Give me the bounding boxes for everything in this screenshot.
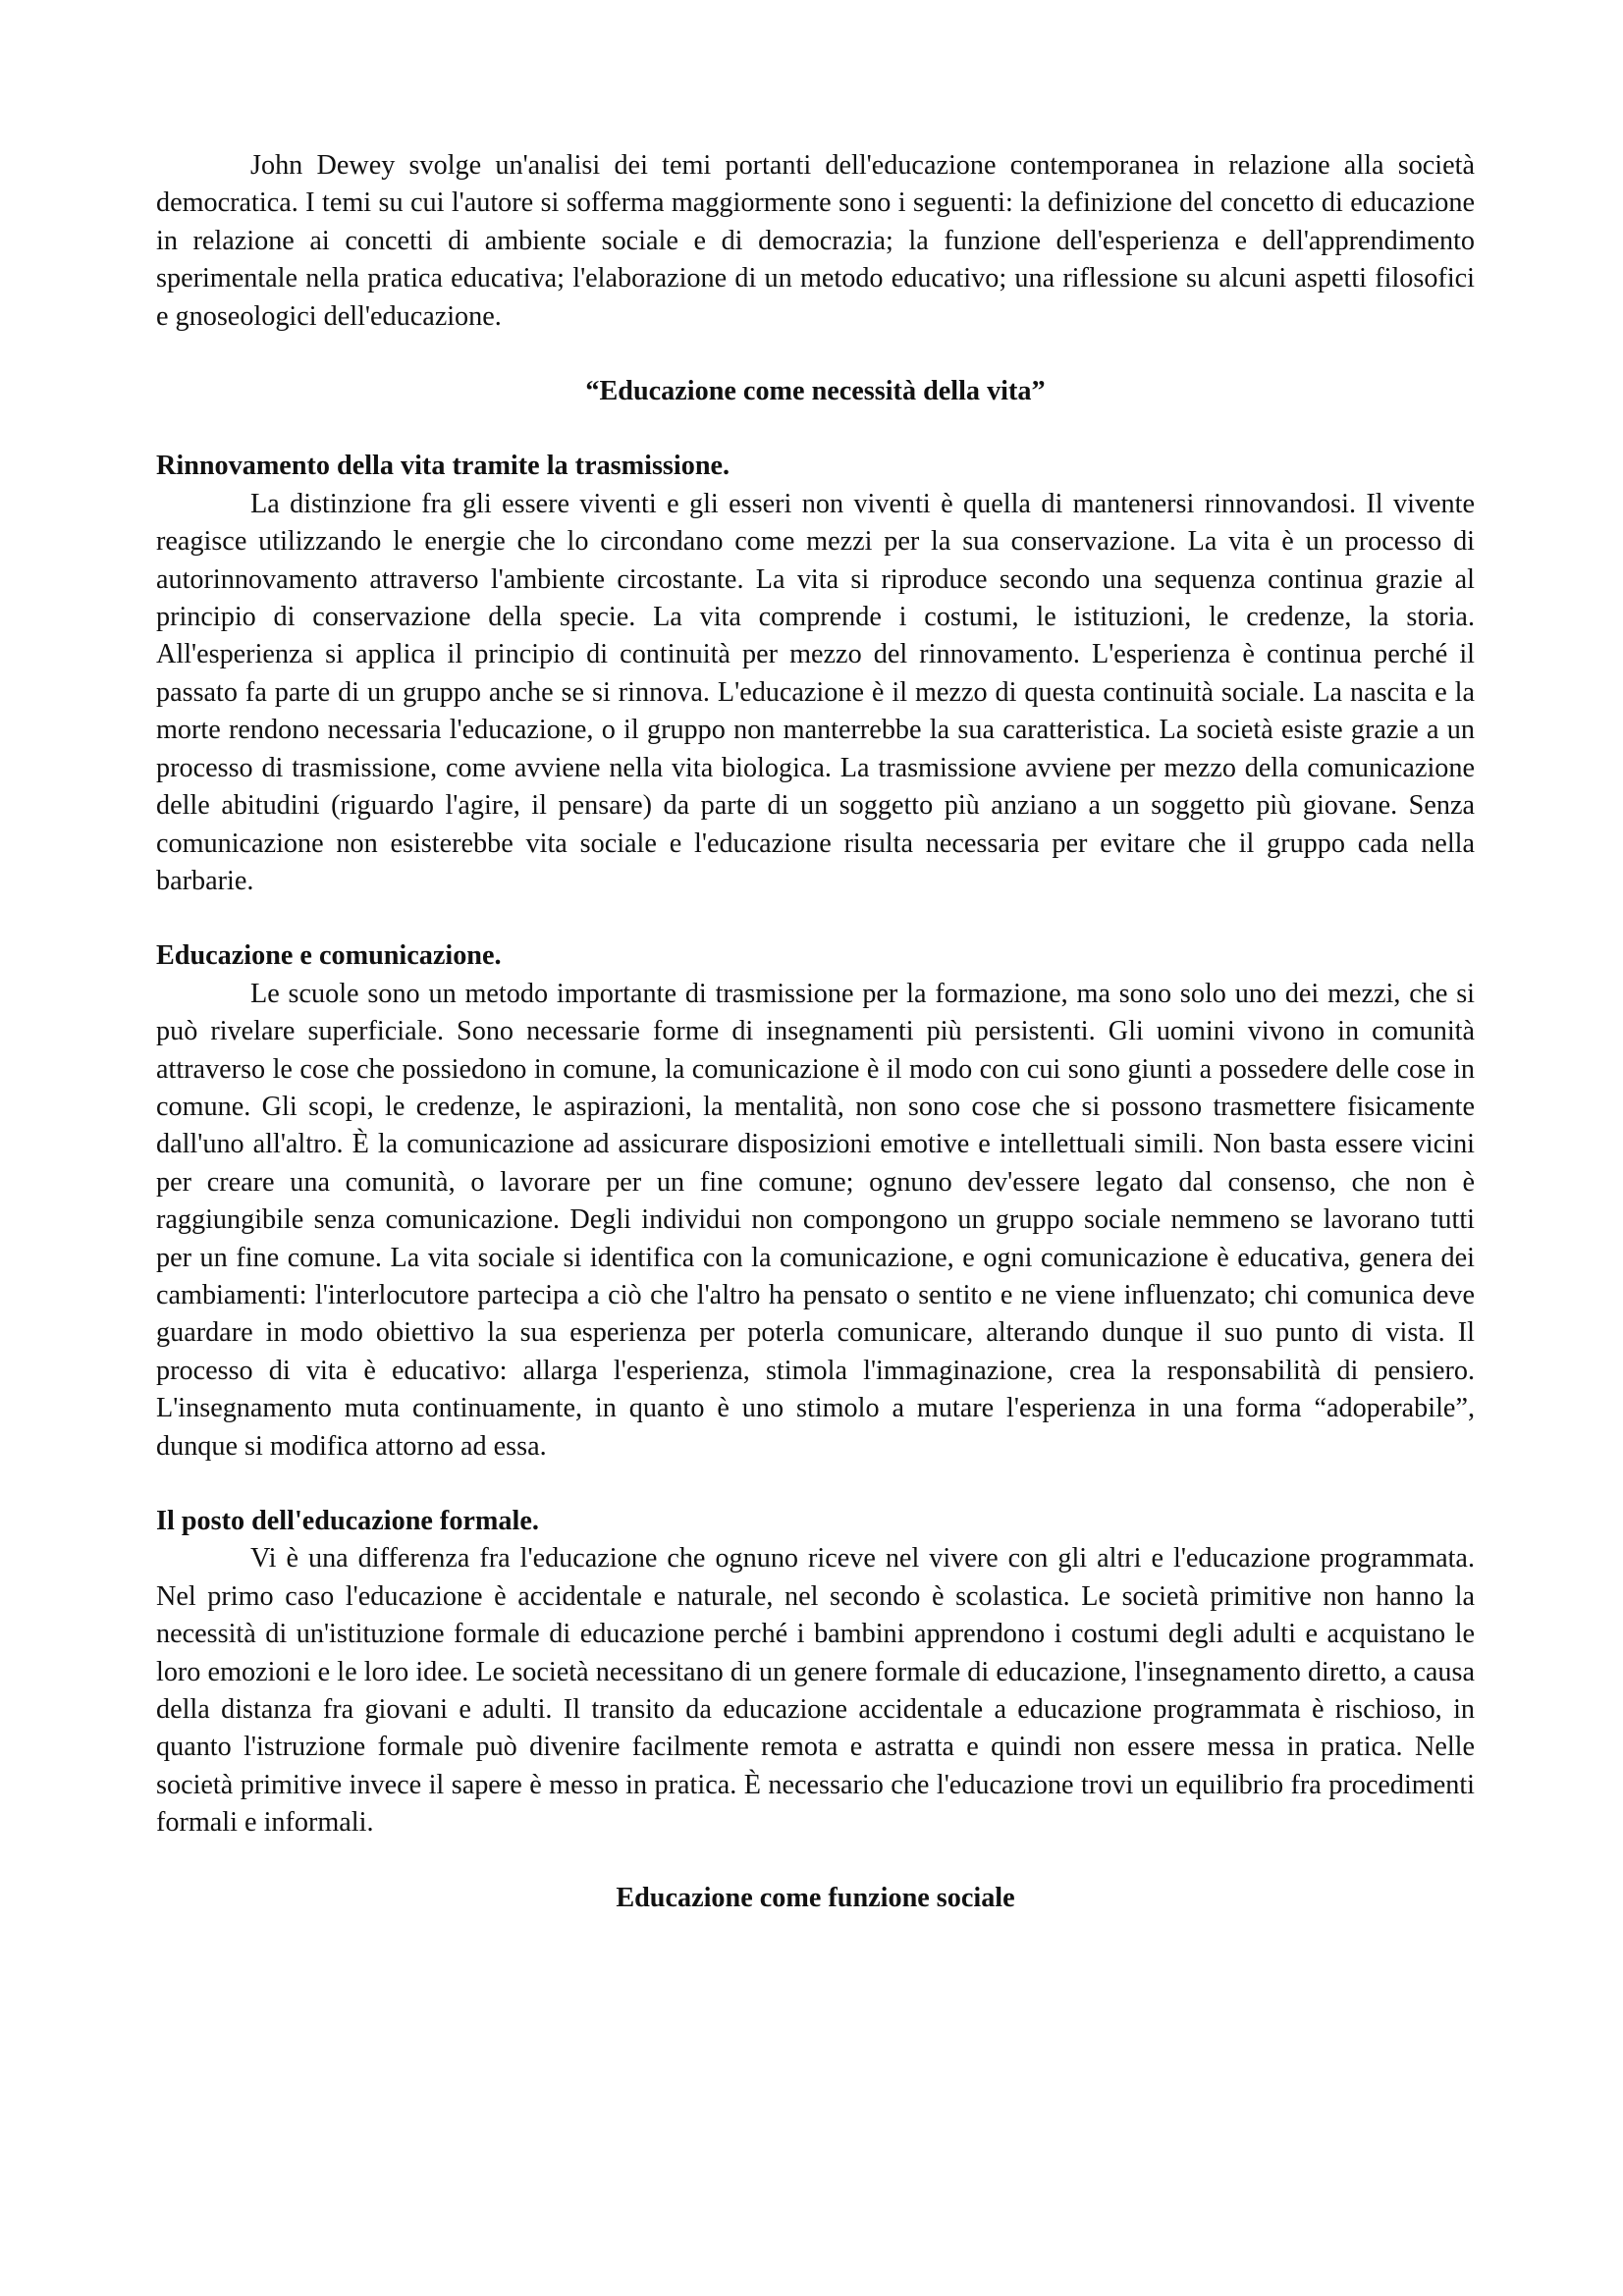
section-body-rinnovamento: La distinzione fra gli essere viventi e gli esseri non viventi è quella di mantenersi rinnovandosi. Il vivente reagisce utilizzando le energie che lo circondano come mezzi per la sua conservazione. La vita è un processo di autorinnovamento attraverso l'ambiente circostante. La vita si riproduce secondo una sequenza continua grazie al principio di conservazione della specie. La vita comprende i costumi, le istituzioni, le credenze, la storia. All'esperienza si applica il principio di continuità per mezzo del rinnovamento. L'esperienza è continua perché il passato fa parte di un gruppo anche se si rinnova. L'educazione è il mezzo di questa continuità sociale. La nascita e la morte rendono necessaria l'educazione, o il gruppo non manterrebbe la sua caratteristica. La società esiste grazie a un processo di trasmissione, come avviene nella vita biologica. La trasmissione avviene per mezzo della comunicazione delle abitudini (riguardo l'agire, il pensare) da parte di un soggetto più anziano a un soggetto più giovane. Senza comunicazione non esisterebbe vita sociale e l'educazione risulta necessaria per evitare che il gruppo cada nella barbarie. (156, 488, 1475, 896)
section-body-educazione-formale: Vi è una differenza fra l'educazione che ognuno riceve nel vivere con gli altri e l'educazione programmata. Nel primo caso l'educazione è accidentale e naturale, nel secondo è scolastica. Le società primitive non hanno la necessità di un'istituzione formale di educazione perché i bambini apprendono i costumi degli adulti e acquistano le loro emozioni e le loro idee. Le società necessitano di un genere formale di educazione, l'insegnamento diretto, a causa della distanza fra giovani e adulti. Il transito da educazione accidentale a educazione programmata è rischioso, in quanto l'istruzione formale può divenire facilmente remota e astratta e quindi non essere messa in pratica. Nelle società primitive invece il sapere è messo in pratica. È necessario che l'educazione trovi un equilibrio fra procedimenti formali e informali. (156, 1543, 1475, 1839)
section-heading-comunicazione: Educazione e comunicazione. (156, 940, 502, 972)
section-heading-educazione-formale: Il posto dell'educazione formale. (156, 1506, 539, 1536)
spacer (156, 1466, 1475, 1503)
chapter-title-2: Educazione come funzione sociale (616, 1882, 1015, 1913)
spacer (156, 1842, 1475, 1880)
spacer (156, 900, 1475, 937)
spacer (156, 410, 1475, 448)
section-body-comunicazione: Le scuole sono un metodo importante di trasmissione per la formazione, ma sono solo uno dei mezzi, che si può rivelare superficiale. Sono necessarie forme di insegnamenti più persistenti. Gli uomini vivono in comunità attraverso le cose che possiedono in comune, la comunicazione è il modo con cui sono giunti a possedere delle cose in comune. Gli scopi, le credenze, le aspirazioni, la mentalità, non sono cose che si possono trasmettere fisicamente dall'uno all'altro. È la comunicazione ad assicurare disposizioni emotive e intellettuali simili. Non basta essere vicini per creare una comunità, o lavorare per un fine comune; ognuno dev'essere legato dal consenso, che non è raggiungibile senza comunicazione. Degli individui non compongono un gruppo sociale nemmeno se lavorano tutti per un fine comune. La vita sociale si identifica con la comunicazione, e ogni comunicazione è educativa, genera dei cambiamenti: l'interlocutore partecipa a ciò che l'altro ha pensato o sentito e ne viene influenzato; chi comunica deve guardare in modo obiettivo la sua esperienza per poterla comunicare, alterando dunque il suo punto di vista. Il processo di vita è educativo: allarga l'esperienza, stimola l'immaginazione, crea la responsabilità di pensiero. L'insegnamento muta continuamente, in quanto è uno stimolo a mutare l'esperienza in una forma “adoperabile”, dunque si modifica attorno ad essa. (156, 978, 1475, 1462)
section-heading-rinnovamento: Rinnovamento della vita tramite la trasmissione. (156, 451, 730, 482)
spacer (156, 336, 1475, 373)
chapter-title: “Educazione come necessità della vita” (585, 376, 1046, 407)
intro-paragraph: John Dewey svolge un'analisi dei temi portanti dell'educazione contemporanea in relazione alla società democratica. I temi su cui l'autore si sofferma maggiormente sono i seguenti: la definizione del concetto di educazione in relazione ai concetti di ambiente sociale e di democrazia; la funzione dell'esperienza e dell'apprendimento sperimentale nella pratica educativa; l'elaborazione di un metodo educativo; una riflessione su alcuni aspetti filosofici e gnoseologici dell'educazione. (156, 150, 1475, 332)
